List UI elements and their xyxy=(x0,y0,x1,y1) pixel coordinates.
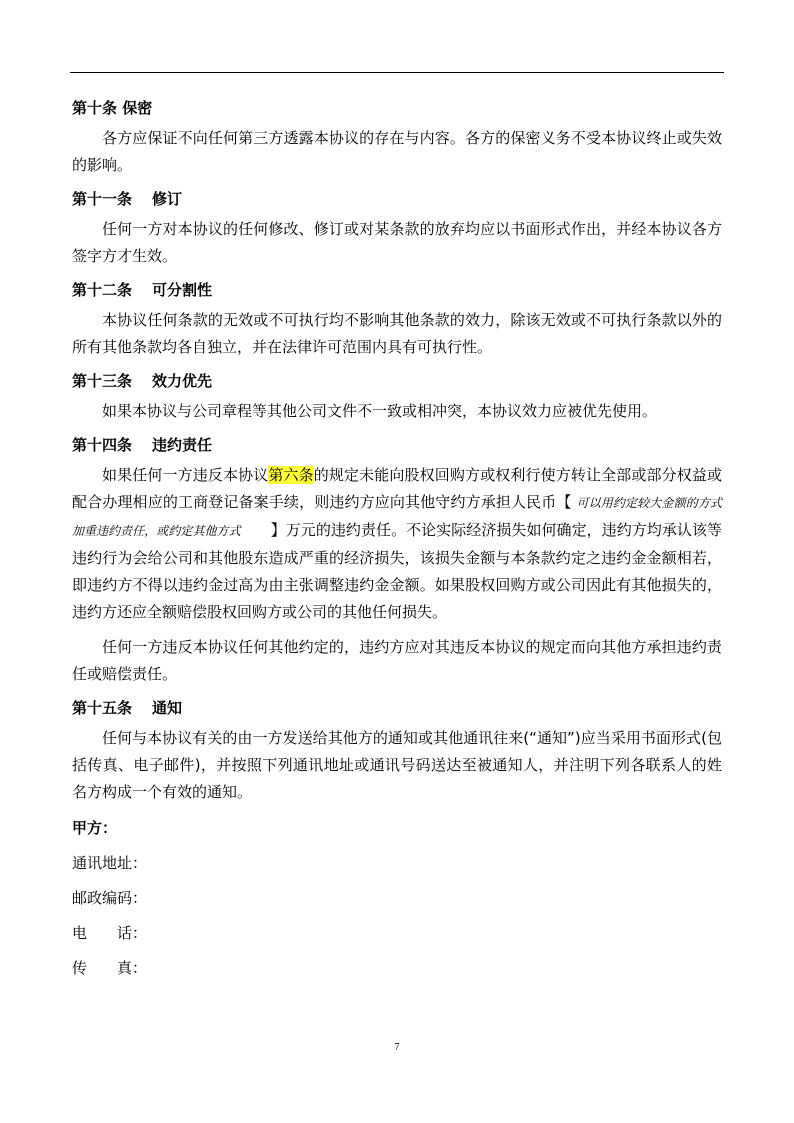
section-13-heading xyxy=(72,369,722,393)
section-15-paragraph: 任何与本协议有关的由一方发送给其他方的通知或其他通讯往来(“通知”)应当采用书面形式(包括传真、电子邮件)，并按照下列通讯地址或通讯号码送达至被通知人，并注明下列各联系人的姓名方构成一个有效的通知。 xyxy=(72,729,722,801)
section-10-paragraph: 各方应保证不向任何第三方透露本协议的存在与内容。各方的保密义务不受本协议终止或失效的影响。 xyxy=(72,129,722,174)
text-run: 的规定未能向股权回购方或权利行使方转让全部或部分权益或配合办理相应的工商登记备案手续，则违约方应向其他守约方承担人民币【 xyxy=(72,466,722,511)
section-11-paragraph: 任何一方对本协议的任何修改、修订或对某条款的放弃均应以书面形式作出，并经本协议各方签字方才生效。 xyxy=(72,220,722,265)
section-title: 修订 xyxy=(152,190,183,208)
section-11-heading xyxy=(72,187,722,211)
section-title: 通知 xyxy=(152,699,183,717)
section-title: 保密 xyxy=(122,99,153,117)
italic-placeholder-note: 可以用约定较大金额的方式加重违约责任，或约定其他方式 xyxy=(72,496,722,538)
section-12-heading xyxy=(72,278,722,302)
text-run: 】万元的违约责任。不论实际经济损失如何确定，违约方均承认该等违约行为会给公司和其他股东造成严重的经济损失，该损失金额与本条款约定之违约金金额相若，即违约方不得以违约金过高为由主张调整违约金金额。如果股权回购方或公司因此有其他损失的，违约方还应全额赔偿股权回购方或公司的其他任何损失。 xyxy=(72,521,722,621)
section-14-paragraph-1 xyxy=(72,462,722,626)
section-13-paragraph: 如果本协议与公司章程等其他公司文件不一致或相冲突，本协议效力应被优先使用。 xyxy=(102,402,658,420)
section-number: 第十条 xyxy=(72,99,118,117)
page-number: 7 xyxy=(394,1042,400,1053)
section-number: 第十五条 xyxy=(72,699,133,717)
phone-field-label: 电 话： xyxy=(72,924,148,942)
text-run: 如果任何一方违反本协议 xyxy=(102,466,269,484)
section-number: 第十一条 xyxy=(72,190,133,208)
section-title: 效力优先 xyxy=(152,372,213,390)
section-12-paragraph: 本协议任何条款的无效或不可执行均不影响其他条款的效力，除该无效或不可执行条款以外的所有其他条款均各自独立，并在法律许可范围内具有可执行性。 xyxy=(72,311,722,356)
address-field-label: 通讯地址： xyxy=(72,854,148,872)
section-title: 可分割性 xyxy=(152,281,213,299)
section-14-heading xyxy=(72,433,722,457)
section-number: 第十三条 xyxy=(72,372,133,390)
header-rule xyxy=(70,72,724,73)
section-number: 第十四条 xyxy=(72,436,133,454)
section-14-paragraph-2: 任何一方违反本协议任何其他约定的，违约方应对其违反本协议的规定而向其他方承担违约责任或赔偿责任。 xyxy=(72,638,722,683)
party-a-label: 甲方： xyxy=(72,819,118,837)
postcode-field-label: 邮政编码： xyxy=(72,889,148,907)
fax-field-label: 传 真： xyxy=(72,959,148,977)
document-body xyxy=(72,96,722,991)
highlighted-reference: 第六条 xyxy=(268,466,314,484)
section-number: 第十二条 xyxy=(72,281,133,299)
section-15-heading xyxy=(72,696,722,720)
section-10-heading xyxy=(72,96,722,120)
section-title: 违约责任 xyxy=(152,436,213,454)
